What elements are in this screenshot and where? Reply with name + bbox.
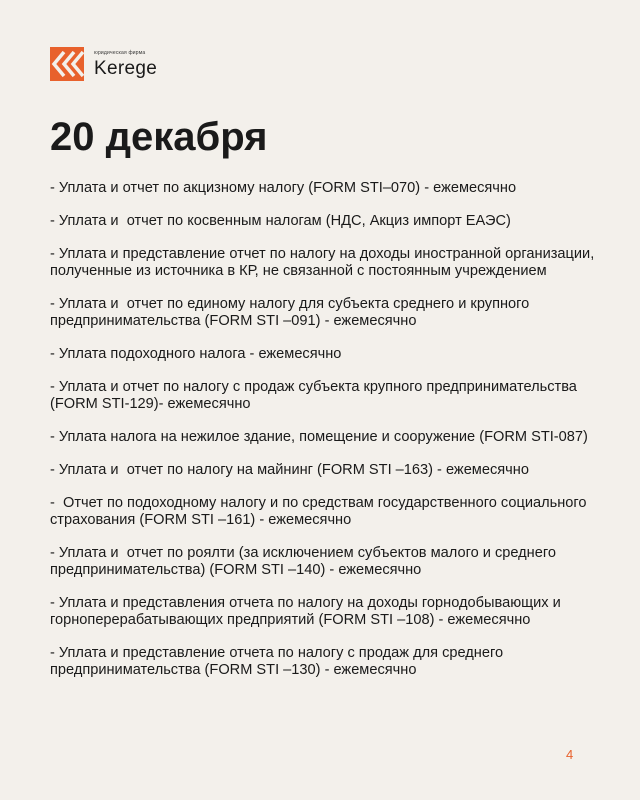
list-item: - Уплата и отчет по косвенным налогам (НДС, Акциз импорт ЕАЭС): [50, 213, 511, 229]
list-item: - Уплата подоходного налога - ежемесячно: [50, 346, 342, 362]
list-item: - Уплата и отчет по роялти (за исключением субъектов малого и среднего предпринимательства) (FORM STI –140) - ежемесячно: [50, 545, 561, 578]
list-item: - Уплата и представление отчета по налогу с продаж для среднего предпринимательства (FORM STI –130) - ежемесячно: [50, 645, 508, 678]
list-item: - Уплата и отчет по налогу на майнинг (FORM STI –163) - ежемесячно: [50, 462, 529, 478]
brand-text: [94, 51, 157, 78]
list-item: - Уплата и отчет по акцизному налогу (FORM STI–070) - ежемесячно: [50, 180, 517, 196]
list-item: - Уплата и отчет по единому налогу для субъекта среднего и крупного предпринимательства (FORM STI –091) - ежемесячно: [50, 296, 534, 329]
page-number: 4: [566, 747, 574, 762]
brand-logo: [50, 47, 157, 81]
page-title: 20 декабря: [50, 115, 268, 159]
double-chevron-logo-icon: [50, 47, 84, 81]
list-item: - Уплата налога на нежилое здание, помещение и сооружение (FORM STI-087): [50, 429, 588, 445]
list-item: - Уплата и отчет по налогу с продаж субъекта крупного предпринимательства (FORM STI-129)- ежемесячно: [50, 379, 581, 412]
list-item: - Уплата и представление отчет по налогу на доходы иностранной организации, полученные из источника в КР, не связанной с постоянным учреждением: [50, 246, 599, 279]
brand-tagline: юридическая фирма: [94, 49, 146, 56]
list-item: - Отчет по подоходному налогу и по средствам государственного социального страхования (FORM STI –161) - ежемесячно: [50, 495, 591, 528]
brand-name: Kerege: [94, 57, 158, 79]
list-item: - Уплата и представления отчета по налогу на доходы горнодобывающих и горноперерабатывающих предприятий (FORM STI –108) - ежемесячно: [50, 595, 565, 628]
deadline-list: [50, 180, 610, 695]
